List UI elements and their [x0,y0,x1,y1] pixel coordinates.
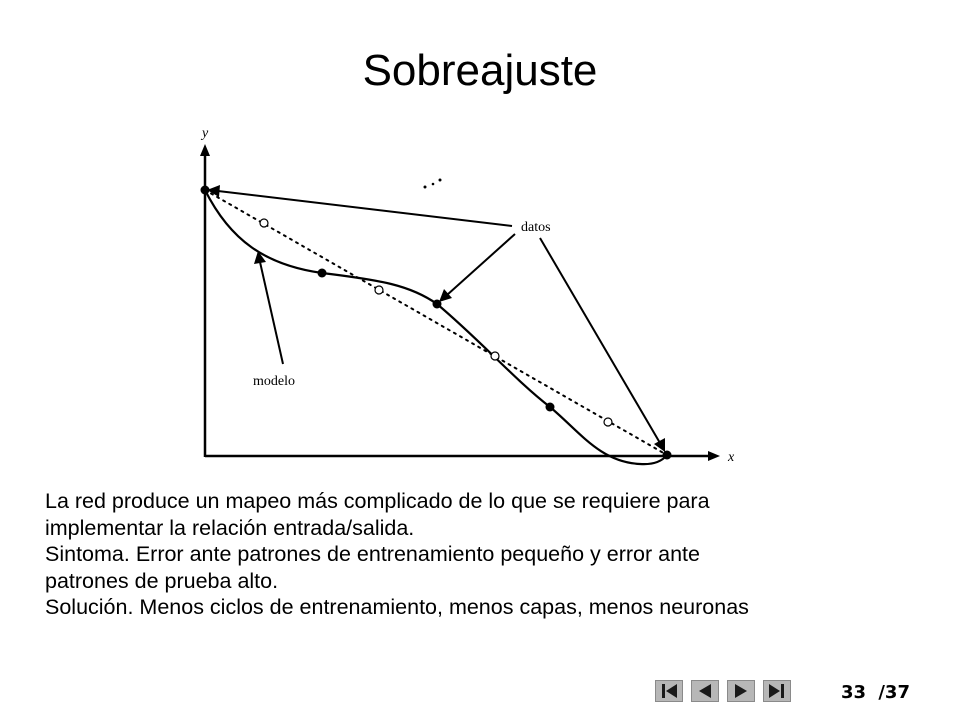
skip-back-icon [659,683,679,699]
data-point [318,269,327,278]
body-line: Solución. Menos ciclos de entrenamiento, menos capas, menos neuronas [45,595,749,619]
slide-navigation [655,680,791,702]
previous-slide-button[interactable] [691,680,719,702]
total-pages: 37 [884,682,910,703]
last-slide-button[interactable] [763,680,791,702]
y-axis-label: y [202,126,209,141]
triangle-left-icon [695,683,715,699]
triangle-right-icon [731,683,751,699]
datos-arrowhead-3 [654,438,665,452]
test-point [375,286,383,294]
datos-arrow-3 [540,238,660,443]
stray-mark [439,179,442,182]
x-axis-label: x [728,450,735,465]
test-point [491,352,499,360]
page-title: Sobreajuste [362,46,598,95]
y-axis-arrowhead [200,144,210,156]
datos-label: datos [521,220,551,235]
test-point [260,219,268,227]
page-indicator [841,682,910,703]
datos-arrow-2 [447,234,515,295]
page-separator: / [878,682,885,703]
body-line: implementar la relación entrada/salida. [45,515,415,540]
data-point [546,403,555,412]
modelo-arrow [260,262,283,364]
next-slide-button[interactable] [727,680,755,702]
slide-body [45,488,935,621]
data-point [663,451,672,460]
modelo-label: modelo [253,374,295,389]
first-slide-button[interactable] [655,680,683,702]
current-page: 33 [841,682,867,703]
stray-mark [432,183,435,186]
body-line: Sintoma. Error ante patrones de entrenamiento pequeño y error ante [45,542,700,566]
datos-arrowhead-1 [207,185,220,197]
skip-forward-icon [767,683,787,699]
x-axis-arrowhead [708,451,720,461]
body-line: patrones de prueba alto. [45,568,279,593]
stray-mark [424,186,427,189]
test-point [604,418,612,426]
body-line: La red produce un mapeo más complicado de lo que se requiere para [45,489,710,513]
